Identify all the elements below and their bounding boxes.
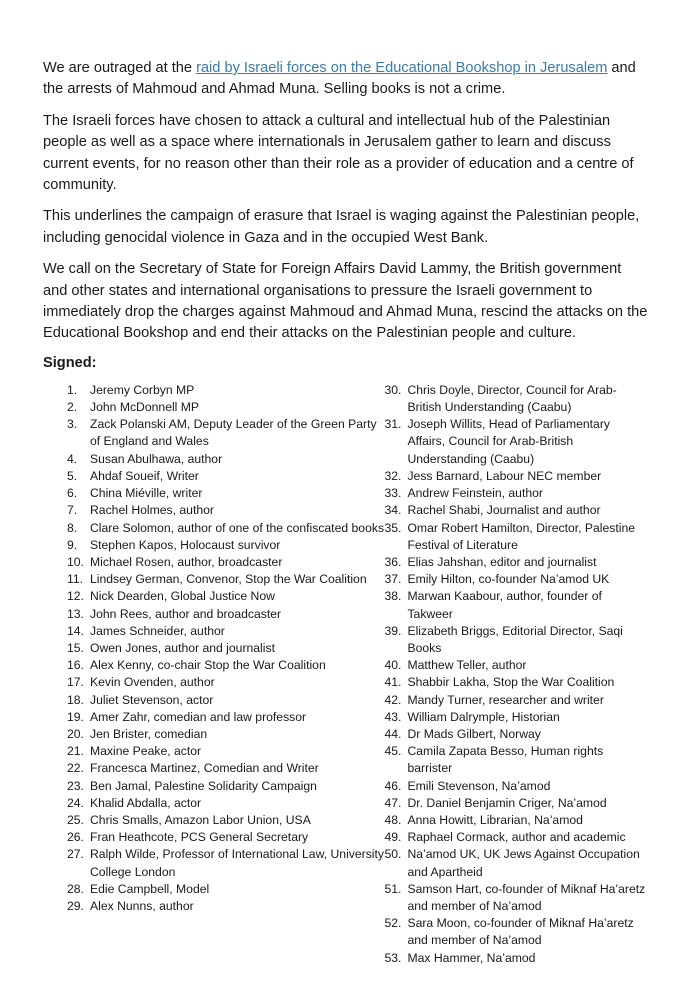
signatory-name: Ralph Wilde, Professor of International Law, University College London (90, 847, 384, 879)
signatory-item (67, 416, 384, 450)
signatory-item (67, 554, 384, 571)
signatory-name: Maxine Peake, actor (90, 744, 202, 759)
signatory-name: James Schneider, author (90, 623, 225, 638)
signatory-name: Sara Moon, co-founder of Miknaf Ha’aretz and member of Na’amod (407, 916, 634, 948)
signatory-number: 4. (67, 451, 78, 466)
signatory-name: Shabbir Lakha, Stop the War Coalition (407, 675, 615, 690)
signatory-number: 52. (384, 916, 402, 931)
signatory-number: 28. (67, 881, 84, 896)
signatory-item (67, 485, 384, 502)
signatory-number: 9. (67, 537, 78, 552)
signatory-name: Jeremy Corbyn MP (90, 382, 195, 397)
intro-paragraph-1 (43, 58, 649, 101)
signatory-name: Anna Howitt, Librarian, Na’amod (407, 812, 583, 827)
signatory-number: 31. (384, 417, 402, 432)
signatory-name: John McDonnell MP (90, 400, 200, 415)
signatory-item (67, 674, 384, 691)
intro-paragraph-4: We call on the Secretary of State for Foreign Affairs David Lammy, the British government and other states and international organisations to pressure the Israeli government to immediately drop the charges against Mahmoud and Ahmad Muna, rescind the attacks on the Educational Bookshop and end their attacks on the Palestinian people and culture. (43, 261, 648, 342)
signatory-name: Elizabeth Briggs, Editorial Director, Saqi Books (407, 623, 623, 655)
signatory-name: Susan Abulhawa, author (90, 451, 223, 466)
signatories-columns (43, 382, 649, 967)
signatory-item (384, 950, 649, 967)
signatory-item (384, 416, 649, 468)
signatory-name: Dr. Daniel Benjamin Criger, Na’amod (407, 795, 607, 810)
signatory-item (67, 829, 384, 846)
signatory-name: Rachel Holmes, author (90, 503, 214, 518)
signatory-number: 38. (384, 589, 402, 604)
signatory-item (384, 829, 649, 846)
signatory-item (67, 571, 384, 588)
signatory-number: 18. (67, 692, 84, 707)
signatory-number: 41. (384, 675, 402, 690)
signatory-name: Owen Jones, author and journalist (90, 640, 275, 655)
signatory-number: 39. (384, 623, 402, 638)
signatory-item (67, 468, 384, 485)
signatory-name: Chris Doyle, Director, Council for Arab-British Understanding (Caabu) (407, 382, 617, 415)
signatory-name: Ahdaf Soueif, Writer (90, 468, 199, 483)
signatory-item (67, 812, 384, 829)
signatory-item (384, 812, 649, 829)
signatory-item (384, 657, 649, 674)
signatory-number: 37. (384, 572, 402, 587)
signatory-name: Samson Hart, co-founder of Miknaf Ha’aretz and member of Na’amod (407, 881, 646, 913)
signatory-number: 3. (67, 417, 78, 432)
signatory-item (67, 709, 384, 726)
signatory-number: 45. (384, 744, 402, 759)
signatory-item (384, 502, 649, 519)
signatory-name: Na’amod UK, UK Jews Against Occupation and Apartheid (407, 847, 640, 879)
signatory-name: Fran Heathcote, PCS General Secretary (90, 830, 309, 845)
signatory-item (384, 778, 649, 795)
signatory-item (67, 692, 384, 709)
signatory-name: Joseph Willits, Head of Parliamentary Affairs, Council for Arab-British Understanding (Caabu) (407, 417, 610, 466)
signatory-item (67, 451, 384, 468)
signatory-name: Jen Brister, comedian (90, 726, 208, 741)
signatory-number: 33. (384, 486, 402, 501)
signatory-number: 51. (384, 881, 402, 896)
signatory-number: 36. (384, 554, 402, 569)
signatory-item (384, 915, 649, 949)
signatory-item (384, 726, 649, 743)
signatory-item (67, 743, 384, 760)
signatory-number: 26. (67, 830, 84, 845)
signatory-number: 2. (67, 400, 78, 415)
signatory-number: 14. (67, 623, 84, 638)
signatory-item (384, 709, 649, 726)
signatory-number: 10. (67, 554, 84, 569)
signatory-item (384, 674, 649, 691)
signatory-name: Max Hammer, Na’amod (407, 950, 536, 965)
signatory-number: 13. (67, 606, 84, 621)
signatory-name: Nick Dearden, Global Justice Now (90, 589, 275, 604)
signatory-item (384, 692, 649, 709)
signatory-item (67, 846, 384, 880)
signatory-item (384, 588, 649, 622)
signatory-name: Francesca Martinez, Comedian and Writer (90, 761, 319, 776)
signatory-number: 16. (67, 658, 84, 673)
signatory-number: 30. (384, 382, 402, 397)
signatory-number: 49. (384, 830, 402, 845)
intro-text-after-link: and the arrests of Mahmoud and Ahmad Muna. Selling books is not a crime. (43, 60, 636, 98)
signatory-number: 25. (67, 812, 84, 827)
signatory-item (67, 881, 384, 898)
signatory-item (67, 623, 384, 640)
signatory-name: Khalid Abdalla, actor (90, 795, 202, 810)
signatory-number: 8. (67, 520, 78, 535)
signatory-item (67, 760, 384, 777)
signatory-item (384, 571, 649, 588)
signatory-name: Matthew Teller, author (407, 658, 527, 673)
signatory-name: Camila Zapata Besso, Human rights barrister (407, 744, 604, 776)
signatory-number: 46. (384, 778, 402, 793)
bookshop-raid-link[interactable]: raid by Israeli forces on the Educational Bookshop in Jerusalem (196, 60, 608, 76)
signatory-name: Chris Smalls, Amazon Labor Union, USA (90, 812, 311, 827)
signatory-number: 43. (384, 709, 402, 724)
signatory-number: 5. (67, 468, 78, 483)
signatory-number: 19. (67, 709, 84, 724)
signatory-number: 12. (67, 589, 84, 604)
signatory-number: 50. (384, 847, 402, 862)
signatory-item (67, 520, 384, 537)
signatory-item (67, 382, 384, 399)
signatory-name: China Miéville, writer (90, 486, 203, 501)
signatory-number: 1. (67, 382, 78, 397)
signatory-number: 6. (67, 486, 78, 501)
signatory-name: Clare Solomon, author of one of the confiscated books (90, 520, 385, 535)
signatory-name: Omar Robert Hamilton, Director, Palestine Festival of Literature (407, 520, 636, 552)
signatories-list-right (384, 382, 649, 967)
signatory-number: 32. (384, 468, 402, 483)
signatories-list-left (67, 382, 384, 967)
signatory-number: 11. (67, 572, 84, 587)
signatory-item (67, 537, 384, 554)
signatory-number: 44. (384, 726, 402, 741)
signatory-name: Alex Kenny, co-chair Stop the War Coalition (90, 658, 326, 673)
signatory-item (67, 502, 384, 519)
signatory-number: 42. (384, 692, 402, 707)
signatory-name: Kevin Ovenden, author (90, 675, 215, 690)
signatory-name: Stephen Kapos, Holocaust survivor (90, 537, 281, 552)
signatory-number: 40. (384, 658, 402, 673)
signatory-number: 34. (384, 503, 402, 518)
signatory-item (67, 795, 384, 812)
signatory-name: Alex Nunns, author (90, 898, 194, 913)
signatory-name: Mandy Turner, researcher and writer (407, 692, 604, 707)
signatory-number: 48. (384, 812, 402, 827)
signatory-name: Marwan Kaabour, author, founder of Takweer (407, 589, 602, 621)
signatory-name: Raphael Cormack, author and academic (407, 830, 626, 845)
signatory-name: Juliet Stevenson, actor (90, 692, 214, 707)
signatory-name: Amer Zahr, comedian and law professor (90, 709, 307, 724)
signatory-name: Zack Polanski AM, Deputy Leader of the Green Party of England and Wales (90, 417, 377, 449)
signatory-name: Rachel Shabi, Journalist and author (407, 503, 601, 518)
signatory-item (67, 778, 384, 795)
signatory-number: 24. (67, 795, 84, 810)
signatory-number: 7. (67, 503, 78, 518)
signatory-item (384, 795, 649, 812)
signatory-name: Edie Campbell, Model (90, 881, 210, 896)
signatory-number: 23. (67, 778, 84, 793)
signatory-number: 53. (384, 950, 402, 965)
signatory-name: Ben Jamal, Palestine Solidarity Campaign (90, 778, 317, 793)
signatory-item (384, 743, 649, 777)
intro-paragraph-3: This underlines the campaign of erasure that Israel is waging against the Palestinian people, including genocidal violence in Gaza and in the occupied West Bank. (43, 208, 640, 246)
signatory-name: Jess Barnard, Labour NEC member (407, 468, 602, 483)
signatory-number: 29. (67, 898, 84, 913)
signed-heading: Signed: (43, 354, 97, 371)
signatory-number: 47. (384, 795, 402, 810)
signatory-item (67, 640, 384, 657)
signatory-name: Dr Mads Gilbert, Norway (407, 726, 541, 741)
signatory-number: 17. (67, 675, 84, 690)
intro-text-before-link: We are outraged at the (43, 60, 197, 76)
signatory-item (384, 623, 649, 657)
signatory-number: 21. (67, 744, 84, 759)
signatory-number: 35. (384, 520, 402, 535)
signatory-item (67, 898, 384, 915)
signatory-item (67, 657, 384, 674)
signatory-number: 20. (67, 726, 84, 741)
intro-paragraph-2: The Israeli forces have chosen to attack a cultural and intellectual hub of the Palestinian people as well as a space where internationals in Jerusalem gather to learn and discuss current events, for no reason other than their role as a provider of education and a centre of community. (43, 112, 634, 194)
signatory-name: Michael Rosen, author, broadcaster (90, 554, 283, 569)
signatory-number: 15. (67, 640, 84, 655)
signatory-item (384, 554, 649, 571)
signatory-number: 27. (67, 847, 84, 862)
signatory-name: John Rees, author and broadcaster (90, 606, 282, 621)
signatory-name: Andrew Feinstein, author (407, 486, 543, 501)
signatory-name: Lindsey German, Convenor, Stop the War Coalition (90, 572, 367, 587)
signatory-item (384, 520, 649, 554)
signatory-item (384, 468, 649, 485)
signatory-name: William Dalrymple, Historian (407, 709, 560, 724)
signatory-item (384, 382, 649, 416)
signatory-name: Elias Jahshan, editor and journalist (407, 554, 597, 569)
signatory-name: Emili Stevenson, Na’amod (407, 778, 551, 793)
signatory-item (67, 726, 384, 743)
signatory-item (67, 606, 384, 623)
signatory-item (384, 846, 649, 880)
signatory-item (384, 881, 649, 915)
signatory-item (67, 588, 384, 605)
signatory-name: Emily Hilton, co-founder Na’amod UK (407, 572, 610, 587)
signatory-item (384, 485, 649, 502)
signatory-number: 22. (67, 761, 84, 776)
signatory-item (67, 399, 384, 416)
